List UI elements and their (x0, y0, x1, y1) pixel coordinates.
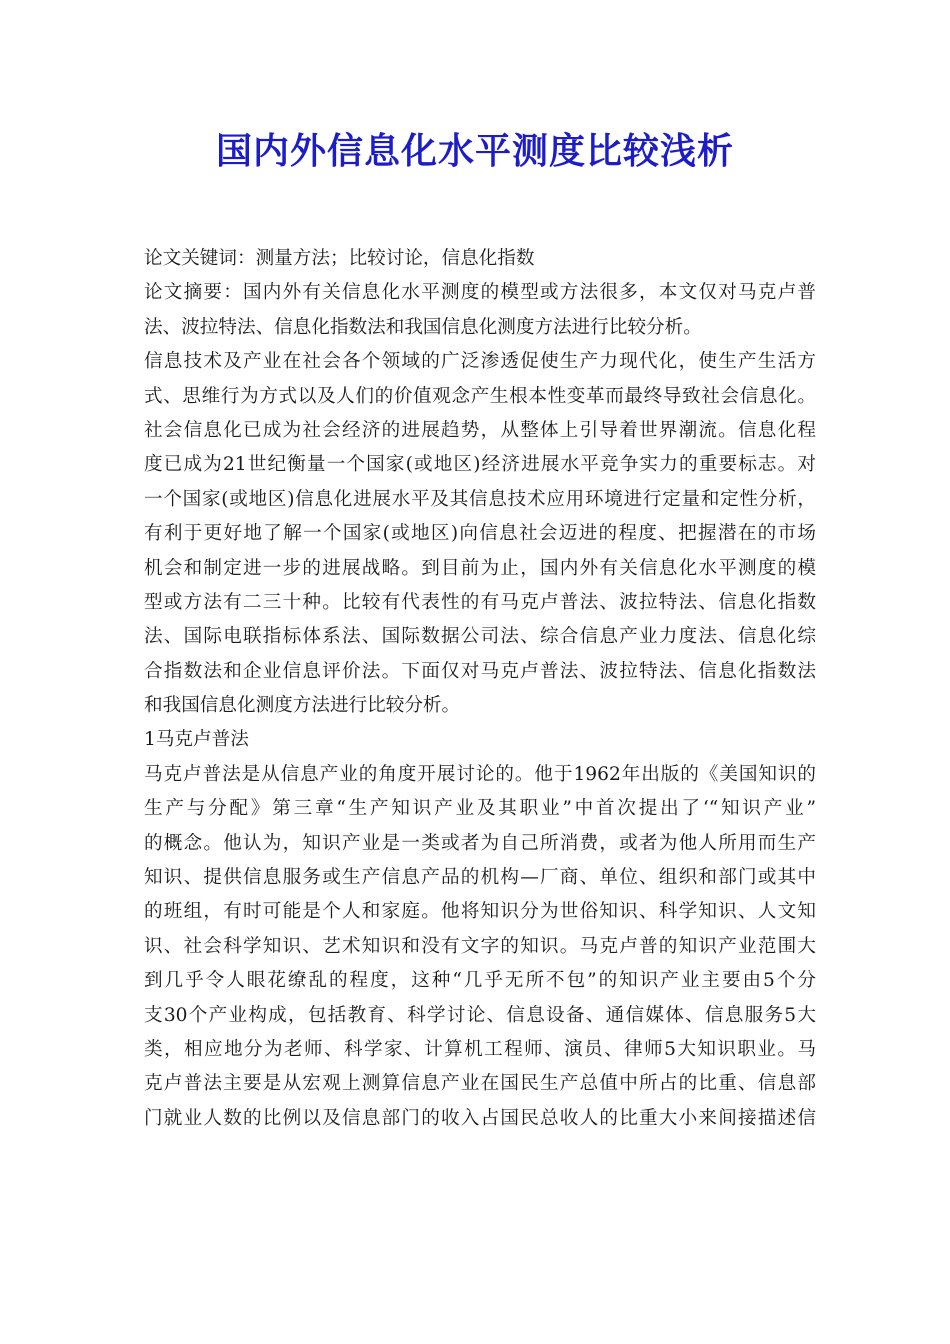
body-line: 式、思维行为方式以及人们的价值观念产生根本性变革而最终导致社会信息化。 (144, 385, 816, 407)
body-line: 到几乎令人眼花缭乱的程度，这种“几乎无所不包”的知识产业主要由5个分 (144, 970, 816, 992)
body-line: 论文摘要：国内外有关信息化水平测度的模型或方法很多，本文仅对马克卢普 (144, 282, 816, 304)
body-line: 和我国信息化测度方法进行比较分析。 (144, 695, 461, 717)
body-line: 1马克卢普法 (144, 729, 249, 751)
body-line: 机会和制定进一步的进展战略。到目前为止，国内外有关信息化水平测度的模 (144, 557, 816, 579)
body-line: 支30个产业构成，包括教育、科学讨论、信息设备、通信媒体、信息服务5大 (144, 1004, 816, 1026)
body-line: 度已成为21世纪衡量一个国家(或地区)经济进展水平竞争实力的重要标志。对 (144, 454, 816, 476)
body-line: 识、社会科学知识、艺术知识和没有文字的知识。马克卢普的知识产业范围大 (144, 935, 816, 957)
body-line: 生产与分配》第三章“生产知识产业及其职业”中首次提出了‘“知识产业” (144, 798, 816, 820)
body-line: 信息技术及产业在社会各个领域的广泛渗透促使生产力现代化，使生产生活方 (144, 351, 816, 373)
body-line: 型或方法有二三十种。比较有代表性的有马克卢普法、波拉特法、信息化指数 (144, 591, 816, 613)
body-line: 论文关键词：测量方法；比较讨论，信息化指数 (144, 248, 535, 269)
document-body (144, 242, 816, 1136)
document-title: 国内外信息化水平测度比较浅析 (215, 131, 734, 172)
body-line: 马克卢普法是从信息产业的角度开展讨论的。他于1962年出版的《美国知识的 (144, 763, 816, 785)
body-line: 社会信息化已成为社会经济的进展趋势，从整体上引导着世界潮流。信息化程 (144, 419, 816, 441)
body-line: 法、波拉特法、信息化指数法和我国信息化测度方法进行比较分析。 (144, 316, 702, 338)
body-line: 类，相应地分为老师、科学家、计算机工程师、演员、律师5大知识职业。马 (144, 1038, 816, 1060)
body-line: 知识、提供信息服务或生产信息产品的机构—厂商、单位、组织和部门或其中 (144, 867, 816, 889)
body-line: 合指数法和企业信息评价法。下面仅对马克卢普法、波拉特法、信息化指数法 (144, 660, 816, 682)
body-line: 一个国家(或地区)信息化进展水平及其信息技术应用环境进行定量和定性分析， (144, 488, 816, 510)
body-line: 有利于更好地了解一个国家(或地区)向信息社会迈进的程度、把握潜在的市场 (144, 523, 816, 545)
body-line: 的概念。他认为，知识产业是一类或者为自己所消费，或者为他人所用而生产 (144, 832, 816, 854)
body-line: 法、国际电联指标体系法、国际数据公司法、综合信息产业力度法、信息化综 (144, 626, 816, 648)
body-line: 的班组，有时可能是个人和家庭。他将知识分为世俗知识、科学知识、人文知 (144, 901, 816, 923)
body-line: 门就业人数的比例以及信息部门的收入占国民总收人的比重大小来间接描述信 (144, 1107, 816, 1129)
body-line: 克卢普法主要是从宏观上测算信息产业在国民生产总值中所占的比重、信息部 (144, 1073, 816, 1095)
